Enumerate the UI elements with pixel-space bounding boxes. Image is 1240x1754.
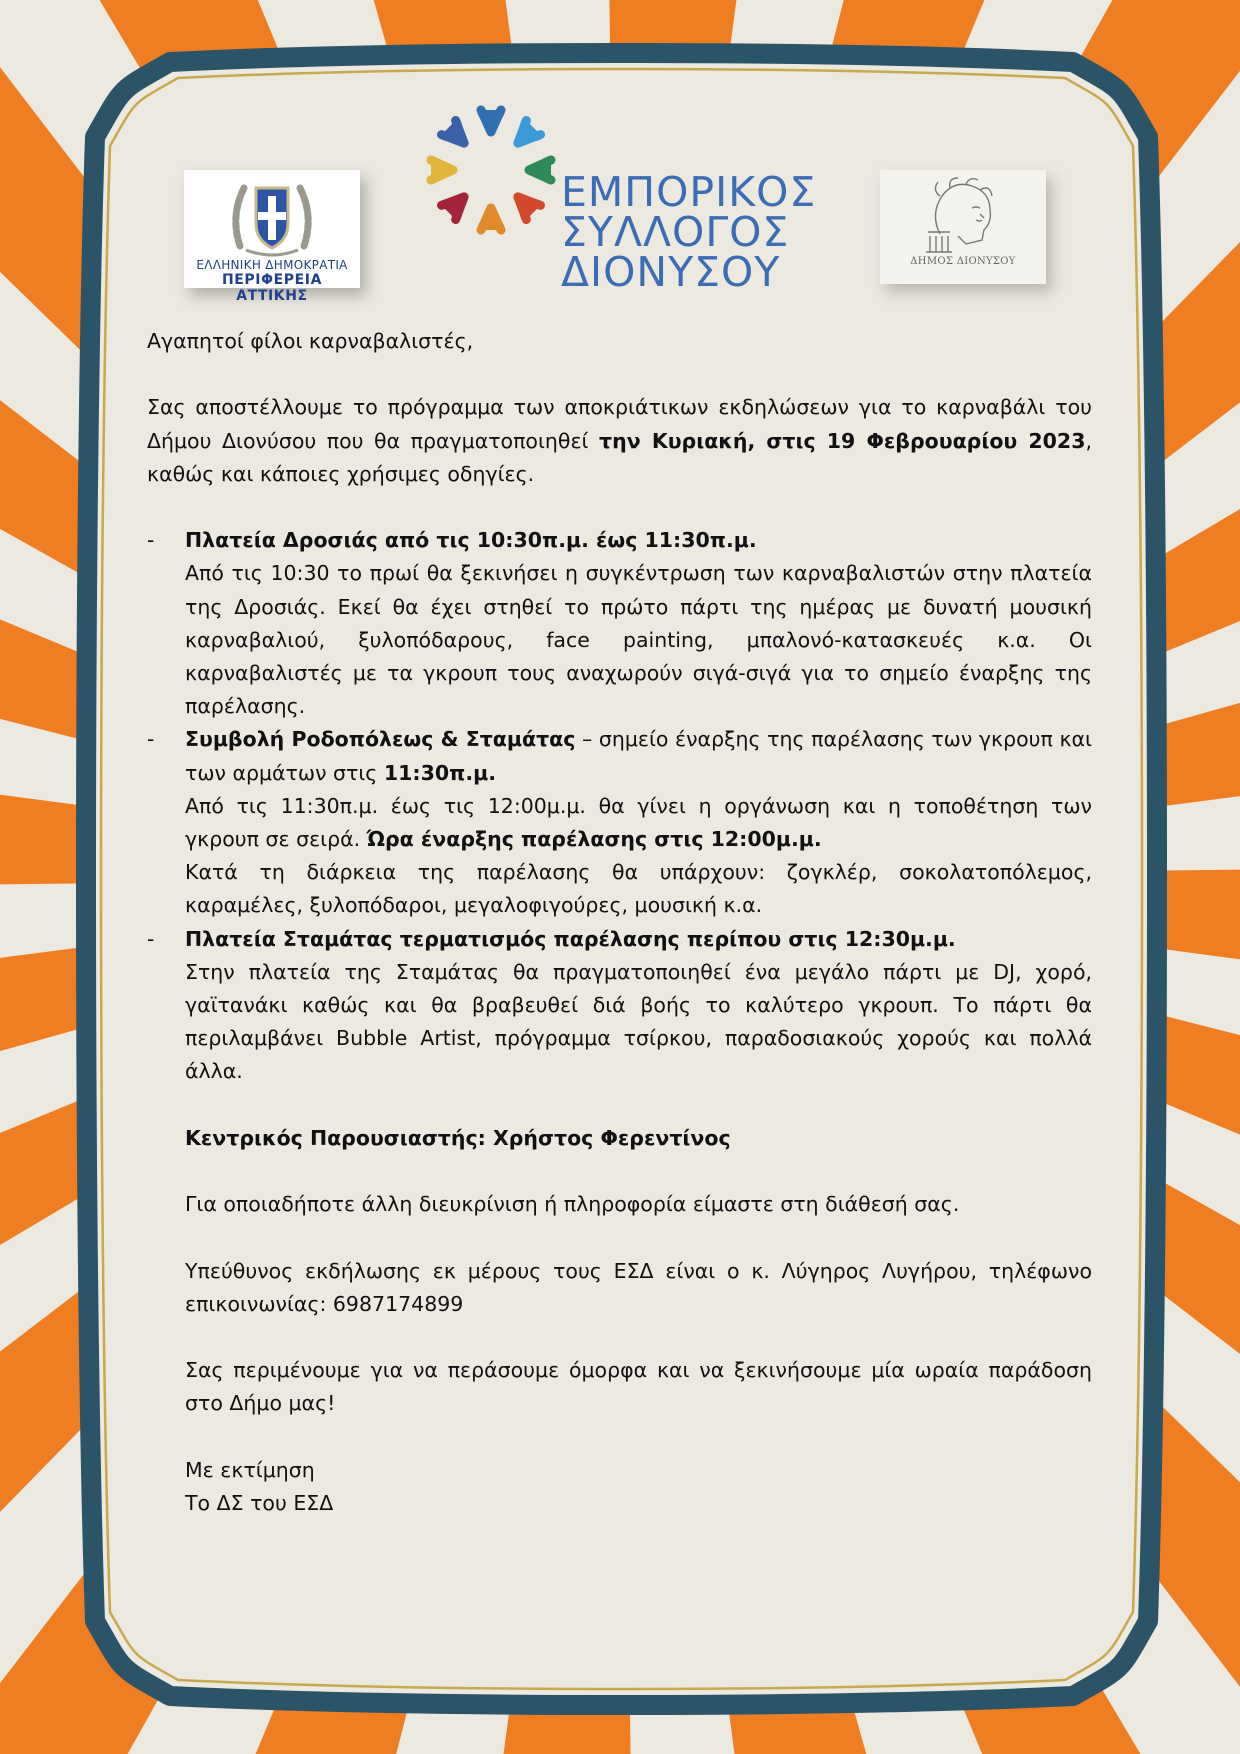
region-logo-line2: ΠΕΡΙΦΕΡΕΙΑ ΑΤΤΙΚΗΣ (221, 272, 323, 304)
burst-petal (511, 190, 541, 220)
esd-logo (425, 100, 825, 300)
schedule-item-heading: Πλατεία Δροσιάς από τις 10:30π.μ. έως 11:30π.μ. (185, 528, 757, 553)
schedule-item-description: Στην πλατεία της Σταμάτας θα πραγματοποιηθεί ένα μεγάλο πάρτι με DJ, χορό, γαϊτανάκι καθώς και θα βραβευθεί διά βοής το καλύτερο γκρουπ. Το πάρτι θα περιλαμβάνει Bubble Artist, πρόγραμμα τσίρκου, παραδοσιακούς χορούς και πολλά άλλα. (185, 959, 1092, 1084)
schedule-item-description: Από τις 10:30 το πρωί θα ξεκινήσει η συγκέντρωση των καρναβαλιστών στην πλατεία της Δροσιάς. Εκεί θα έχει στηθεί το πρώτο πάρτι της ημέρας με δυνατή μουσική καρναβαλιού, ξυλοπόδαρους, face painting, μπαλονό-κατασκευές κ.α. Οι καρναβαλιστές με τα γκρουπ τους αναχωρούν σιγά-σιγά για το σημείο έναρξης της παρέλασης. (185, 561, 1092, 719)
esd-logo-line1: ΕΜΠΟΡΙΚΟΣ (561, 168, 817, 216)
intro-text: Σας αποστέλλουμε το πρόγραμμα των αποκριάτικων εκδηλώσεων για το καρναβάλι του Δήμου Διονύσου που θα πραγματοποιηθεί (147, 395, 1092, 453)
schedule-item-time: 11:30π.μ. (383, 760, 496, 785)
signoff-line-2: Το ΔΣ του ΕΣΔ (185, 1491, 334, 1515)
region-logo-line1: ΕΛΛΗΝΙΚΗ ΔΗΜΟΚΡΑΤΙΑ (196, 258, 348, 272)
burst-petal (481, 110, 501, 132)
contact-paragraph: Υπεύθυνος εκδήλωσης εκ μέρους τους ΕΣΔ είναι ο κ. Λύγηρος Λυγήρου, τηλέφωνο επικοινωνίας: 6987174899 (185, 1258, 1092, 1316)
signoff-line-1: Με εκτίμηση (185, 1457, 315, 1482)
bullet-dash: - (147, 528, 155, 553)
parade-start-time: Ώρα έναρξης παρέλασης στις 12:00μ.μ. (366, 827, 822, 852)
schedule-item-parade-start (147, 723, 1092, 922)
schedule-item-heading: Πλατεία Σταμάτας τερματισμός παρέλασης περίπου στις 12:30μ.μ. (185, 926, 956, 951)
event-date: την Κυριακή, στις 19 Φεβρουαρίου 2023 (599, 428, 1086, 453)
intro-paragraph (147, 391, 1092, 491)
dionysus-head-icon (910, 174, 1016, 256)
burst-petal (511, 121, 541, 151)
burst-petal (529, 160, 551, 180)
burst-petal (481, 208, 501, 230)
bullet-dash: - (147, 727, 155, 752)
intro-text-end: , καθώς και κάποιες χρήσιμες οδηγίες. (147, 428, 1092, 486)
greeting: Αγαπητοί φίλοι καρναβαλιστές, (147, 329, 474, 353)
esd-logo-line3: ΔΙΟΝΥΣΟΥ (561, 248, 781, 296)
bullet-dash: - (147, 926, 155, 951)
schedule-item-stamata (147, 923, 1092, 1089)
greek-coat-of-arms-icon (226, 176, 318, 258)
schedule-item-heading-rest: – σημείο έναρξης της παρέλασης των γκρουπ και των αρμάτων στις (185, 727, 1092, 785)
colorful-burst-icon (425, 100, 560, 235)
presenter-line: Κεντρικός Παρουσιαστής: Χρήστος Φερεντίνος (185, 1125, 731, 1150)
municipality-logo-label: ΔΗΜΟΣ ΔΙΟΝΥΣΟΥ (910, 256, 1016, 267)
closing-paragraph: Σας περιμένουμε για να περάσουμε όμορφα και να ξεκινήσουμε μία ωραία παράδοση στο Δήμο μας! (185, 1358, 1092, 1416)
region-attica-logo (184, 170, 360, 304)
burst-petal (442, 121, 472, 151)
schedule-item-drosia (147, 524, 1092, 723)
schedule-item-description-2: Κατά τη διάρκεια της παρέλασης θα υπάρχουν: ζογκλέρ, σοκολατοπόλεμος, καραμέλες, ξυλοπόδαροι, μεγαλοφιγούρες, μουσική κ.α. (185, 860, 1092, 918)
schedule-item-description: Από τις 11:30π.μ. έως τις 12:00μ.μ. θα γίνει η οργάνωση και η τοποθέτηση των γκρουπ σε σειρά. (185, 793, 1092, 852)
municipality-dionysos-logo (880, 170, 1046, 284)
info-paragraph: Για οποιαδήποτε άλλη διευκρίνιση ή πληροφορία είμαστε στη διάθεσή σας. (185, 1192, 960, 1217)
letter-body (147, 325, 1092, 1520)
esd-logo-line2: ΣΥΛΛΟΓΟΣ (561, 208, 790, 256)
burst-petal (442, 190, 472, 220)
schedule-item-heading: Συμβολή Ροδοπόλεως & Σταμάτας (185, 727, 576, 752)
burst-petal (431, 160, 453, 180)
